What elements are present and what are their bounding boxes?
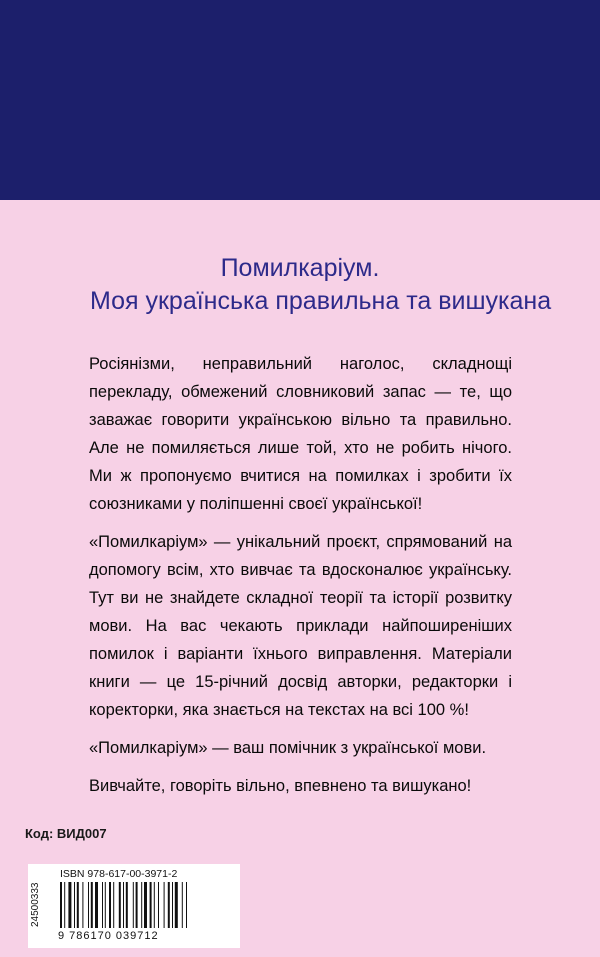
barcode-bar — [74, 882, 75, 928]
barcode-bar — [150, 882, 152, 928]
title-line-2: Моя українська правильна та вишукана — [90, 287, 552, 315]
barcode-bar — [133, 882, 134, 928]
barcode-bar — [109, 882, 111, 928]
barcode-bar — [113, 882, 114, 928]
barcode-bar — [105, 882, 106, 928]
barcode-bar — [164, 882, 165, 928]
barcode-bar — [123, 882, 124, 928]
barcode-bar — [126, 882, 128, 928]
barcode-bar — [77, 882, 79, 928]
barcode-bar — [119, 882, 121, 928]
top-color-band — [0, 0, 600, 200]
barcode-bar — [102, 882, 103, 928]
barcode-bar — [172, 882, 173, 928]
barcode-bar — [91, 882, 93, 928]
description-paragraph: «Помилкаріум» — ваш помічник з української мови. — [89, 739, 487, 757]
product-code: Код: ВИД007 — [25, 826, 107, 841]
book-title — [90, 252, 552, 318]
barcode-icon — [58, 882, 234, 928]
barcode-digits: 9 786170 039712 — [58, 930, 159, 942]
barcode-bar — [68, 882, 71, 928]
barcode-bar — [60, 882, 62, 928]
barcode-bar — [182, 882, 183, 928]
barcode-bar — [168, 882, 170, 928]
isbn-label: ISBN 978-617-00-3971-2 — [60, 868, 178, 880]
barcode-bar — [186, 882, 187, 928]
description-paragraph: Вивчайте, говоріть вільно, впевнено та вишукано! — [89, 777, 472, 795]
barcode-bar — [88, 882, 89, 928]
barcode-bar — [158, 882, 159, 928]
barcode-bar — [175, 882, 178, 928]
barcode-bar — [141, 882, 142, 928]
barcode-bar — [144, 882, 147, 928]
book-description — [89, 350, 512, 810]
title-line-1: Помилкаріум. — [220, 254, 380, 282]
barcode-bar — [82, 882, 83, 928]
description-paragraph: «Помилкаріум» — унікальний проєкт, спрямований на допомогу всім, хто вивчає та вдосконалює українську. Тут ви не знайдете складної теорії та історії розвитку мови. На вас чекають приклади найпоширеніших помилок і варіанти їхнього виправлення. Матеріали книги — це 15-річний досвід авторки, редакторки і коректорки, яка знається на текстах на всі 100 %! — [89, 533, 512, 719]
barcode-bar — [136, 882, 138, 928]
description-paragraph: Росіянізми, неправильний наголос, складнощі перекладу, обмежений словниковий запас — те, що заважає говорити українською вільно та правильно. Але не помиляється лише той, хто не робить нічого. Ми ж пропонуємо вчитися на помилках і зробити їх союзниками у поліпшенні своєї української! — [89, 355, 512, 513]
barcode-bar — [154, 882, 155, 928]
barcode-bar — [64, 882, 65, 928]
barcode-side-digits: 24500333 — [30, 882, 41, 928]
barcode-bar — [95, 882, 98, 928]
